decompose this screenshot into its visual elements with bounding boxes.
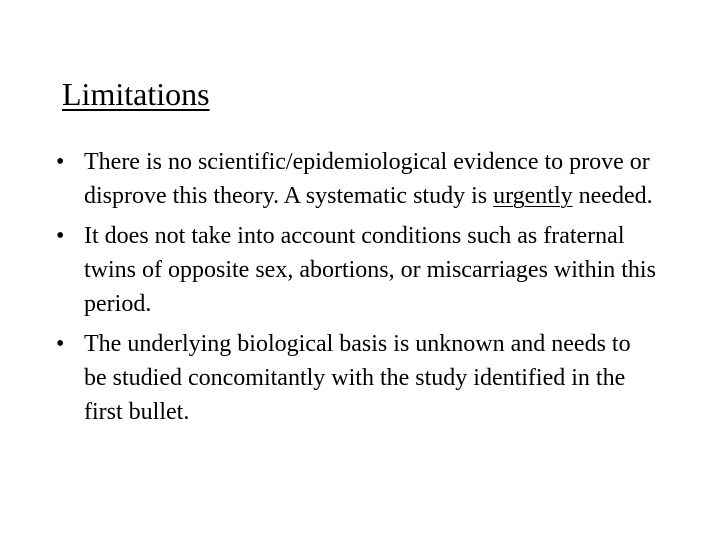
bullet-text: There is no scientific/epidemiological evidence to prove or disprove this theory. A systematic study is — [84, 149, 650, 209]
bullet-text: It does not take into account conditions such as fraternal twins of opposite sex, abortions, or miscarriages within this period. — [84, 223, 656, 317]
bullet-text-after: needed. — [572, 183, 653, 209]
slide-title: Limitations — [62, 76, 210, 112]
bullet-mark: • — [56, 223, 65, 249]
bullet-item-3 — [56, 327, 656, 429]
bullet-list — [56, 145, 656, 435]
bullet-item-2 — [56, 219, 656, 321]
bullet-item-1 — [56, 145, 656, 213]
bullet-mark: • — [56, 331, 65, 357]
emphasis-text: urgently — [493, 183, 573, 209]
bullet-mark: • — [56, 149, 65, 175]
bullet-text: The underlying biological basis is unknown and needs to be studied concomitantly with the study identified in the first bullet. — [84, 331, 631, 425]
